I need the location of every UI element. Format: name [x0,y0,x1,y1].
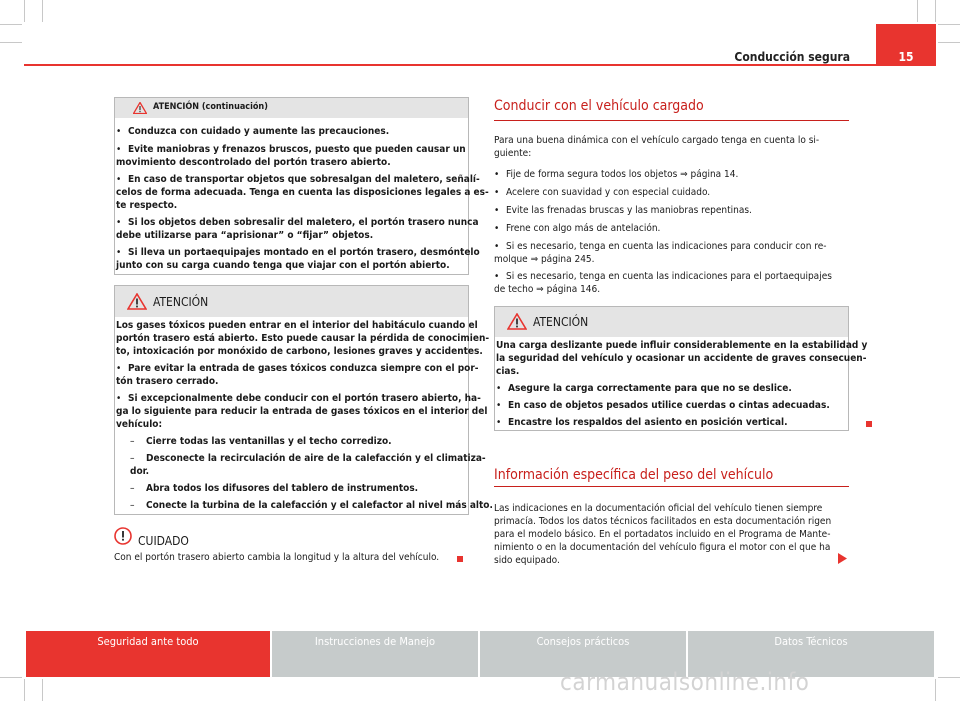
list-item-cont: de techo ⇒ página 146. [494,284,601,295]
footer-tab-consejos[interactable]: Consejos prácticos [480,631,686,677]
warning-box-title: ATENCIÓN [153,295,209,309]
sub-list-item: – Cierre todas las ventanillas y el techo corredizo. [130,436,392,447]
section-title-weight: Información específica del peso del vehículo [494,467,774,483]
page-number: 15 [898,50,914,64]
list-item: • Si lleva un portaequipajes montado en el portón trasero, desmóntelo [116,247,480,258]
end-mark-icon [866,421,872,427]
crop-mark [24,679,25,701]
list-item-cont: debe utilizarse para “aprisionar” o “fijar” objetos. [116,230,374,241]
warning-box-header [115,286,468,317]
section-rule [494,486,849,487]
warning-triangle-icon [133,102,147,114]
list-item-cont: te respecto. [116,200,178,211]
text-line: to, intoxicación por monóxido de carbono, lesiones graves y accidentes. [116,346,483,357]
list-item-cont: celos de forma adecuada. Tenga en cuenta las disposiciones legales a es- [116,187,489,198]
caution-icon [114,527,132,545]
text-line: Las indicaciones en la documentación oficial del vehículo tienen siempre [494,503,823,514]
warning-box-header [495,307,848,337]
list-item: • Fije de forma segura todos los objetos ⇒ página 14. [494,169,739,180]
crop-mark [42,0,43,22]
text-line: nimiento o en la documentación del vehículo figura el motor con el que ha [494,542,831,553]
list-item: • Pare evitar la entrada de gases tóxicos conduzca siempre con el por- [116,363,479,374]
crop-mark [935,679,936,701]
list-item: • En caso de transportar objetos que sobresalgan del maletero, señalí- [116,174,480,185]
warning-box-title: ATENCIÓN [533,315,589,329]
section-title-loaded: Conducir con el vehículo cargado [494,98,704,114]
list-item: • Acelere con suavidad y con especial cuidado. [494,187,711,198]
intro-text: Para una buena dinámica con el vehículo cargado tenga en cuenta lo si- [494,135,820,146]
sub-list-item: – Abra todos los difusores del tablero de instrumentos. [130,483,419,494]
footer-tab-seguridad[interactable]: Seguridad ante todo [26,631,270,677]
list-item: • Si los objetos deben sobresalir del maletero, el portón trasero nunca [116,217,479,228]
list-item-cont: ga lo siguiente para reducir la entrada de gases tóxicos en el interior del [116,406,488,417]
sub-list-item-cont: dor. [130,466,150,477]
crop-mark [24,0,25,22]
warning-box-header [115,98,468,118]
crop-mark [0,42,22,43]
list-item-cont: molque ⇒ página 245. [494,254,595,265]
text-line: sido equipado. [494,555,560,566]
crop-mark [938,24,960,25]
crop-mark [935,0,936,22]
crop-mark [938,42,960,43]
warning-box [494,306,849,431]
header-rule [24,64,936,66]
text-line: cias. [496,366,520,377]
list-item: • Si excepcionalmente debe conducir con el portón trasero abierto, ha- [116,393,481,404]
text-line: Los gases tóxicos pueden entrar en el interior del habitáculo cuando el [116,320,478,331]
warning-box-title: ATENCIÓN (continuación) [153,102,268,112]
footer-tab-datos[interactable]: Datos Técnicos [688,631,934,677]
list-item: • Evite las frenadas bruscas y las maniobras repentinas. [494,205,752,216]
list-item: • Encastre los respaldos del asiento en posición vertical. [496,417,788,428]
text-line: la seguridad del vehículo y ocasionar un accidente de graves consecuen- [496,353,867,364]
list-item-cont: movimiento descontrolado del portón trasero abierto. [116,157,391,168]
list-item: • En caso de objetos pesados utilice cuerdas o cintas adecuadas. [496,400,830,411]
list-item: • Si es necesario, tenga en cuenta las indicaciones para conducir con re- [494,241,827,252]
list-item-cont: junto con su carga cuando tenga que viajar con el portón abierto. [116,260,450,271]
crop-mark [0,677,22,678]
list-item: • Frene con algo más de antelación. [494,223,661,234]
list-item-cont: tón trasero cerrado. [116,376,219,387]
crop-mark [917,0,918,22]
text-line: Una carga deslizante puede influir considerablemente en la estabilidad y [496,340,868,351]
list-item: • Conduzca con cuidado y aumente las precauciones. [116,126,390,137]
list-item: • Evite maniobras y frenazos bruscos, puesto que pueden causar un [116,144,466,155]
crop-mark [0,24,22,25]
warning-triangle-icon [507,313,527,330]
caution-title: CUIDADO [138,534,189,548]
footer-tab-instrucciones[interactable]: Instrucciones de Manejo [272,631,478,677]
list-item-cont: vehículo: [116,419,163,430]
watermark: carmanualsonline.info [560,668,810,696]
sub-list-item: – Conecte la turbina de la calefacción y el calefactor al nivel más alto. [130,500,493,511]
text-line: primacía. Todos los datos técnicos facilitados en esta documentación rigen [494,516,832,527]
page-section-title: Conducción segura [734,50,850,64]
list-item: • Si es necesario, tenga en cuenta las indicaciones para el portaequipajes [494,271,832,282]
crop-mark [938,677,960,678]
crop-mark [42,679,43,701]
section-rule [494,120,849,121]
text-line: para el modelo básico. En el portadatos incluido en el Programa de Mante- [494,529,831,540]
sub-list-item: – Desconecte la recirculación de aire de la calefacción y el climatiza- [130,453,486,464]
caution-text: Con el portón trasero abierto cambia la longitud y la altura del vehículo. [114,552,440,563]
intro-text: guiente: [494,148,532,159]
warning-triangle-icon [127,293,147,310]
end-mark-icon [457,556,463,562]
continue-arrow-icon [838,553,847,564]
list-item: • Asegure la carga correctamente para que no se deslice. [496,383,792,394]
text-line: portón trasero está abierto. Esto puede causar la pérdida de conocimien- [116,333,490,344]
